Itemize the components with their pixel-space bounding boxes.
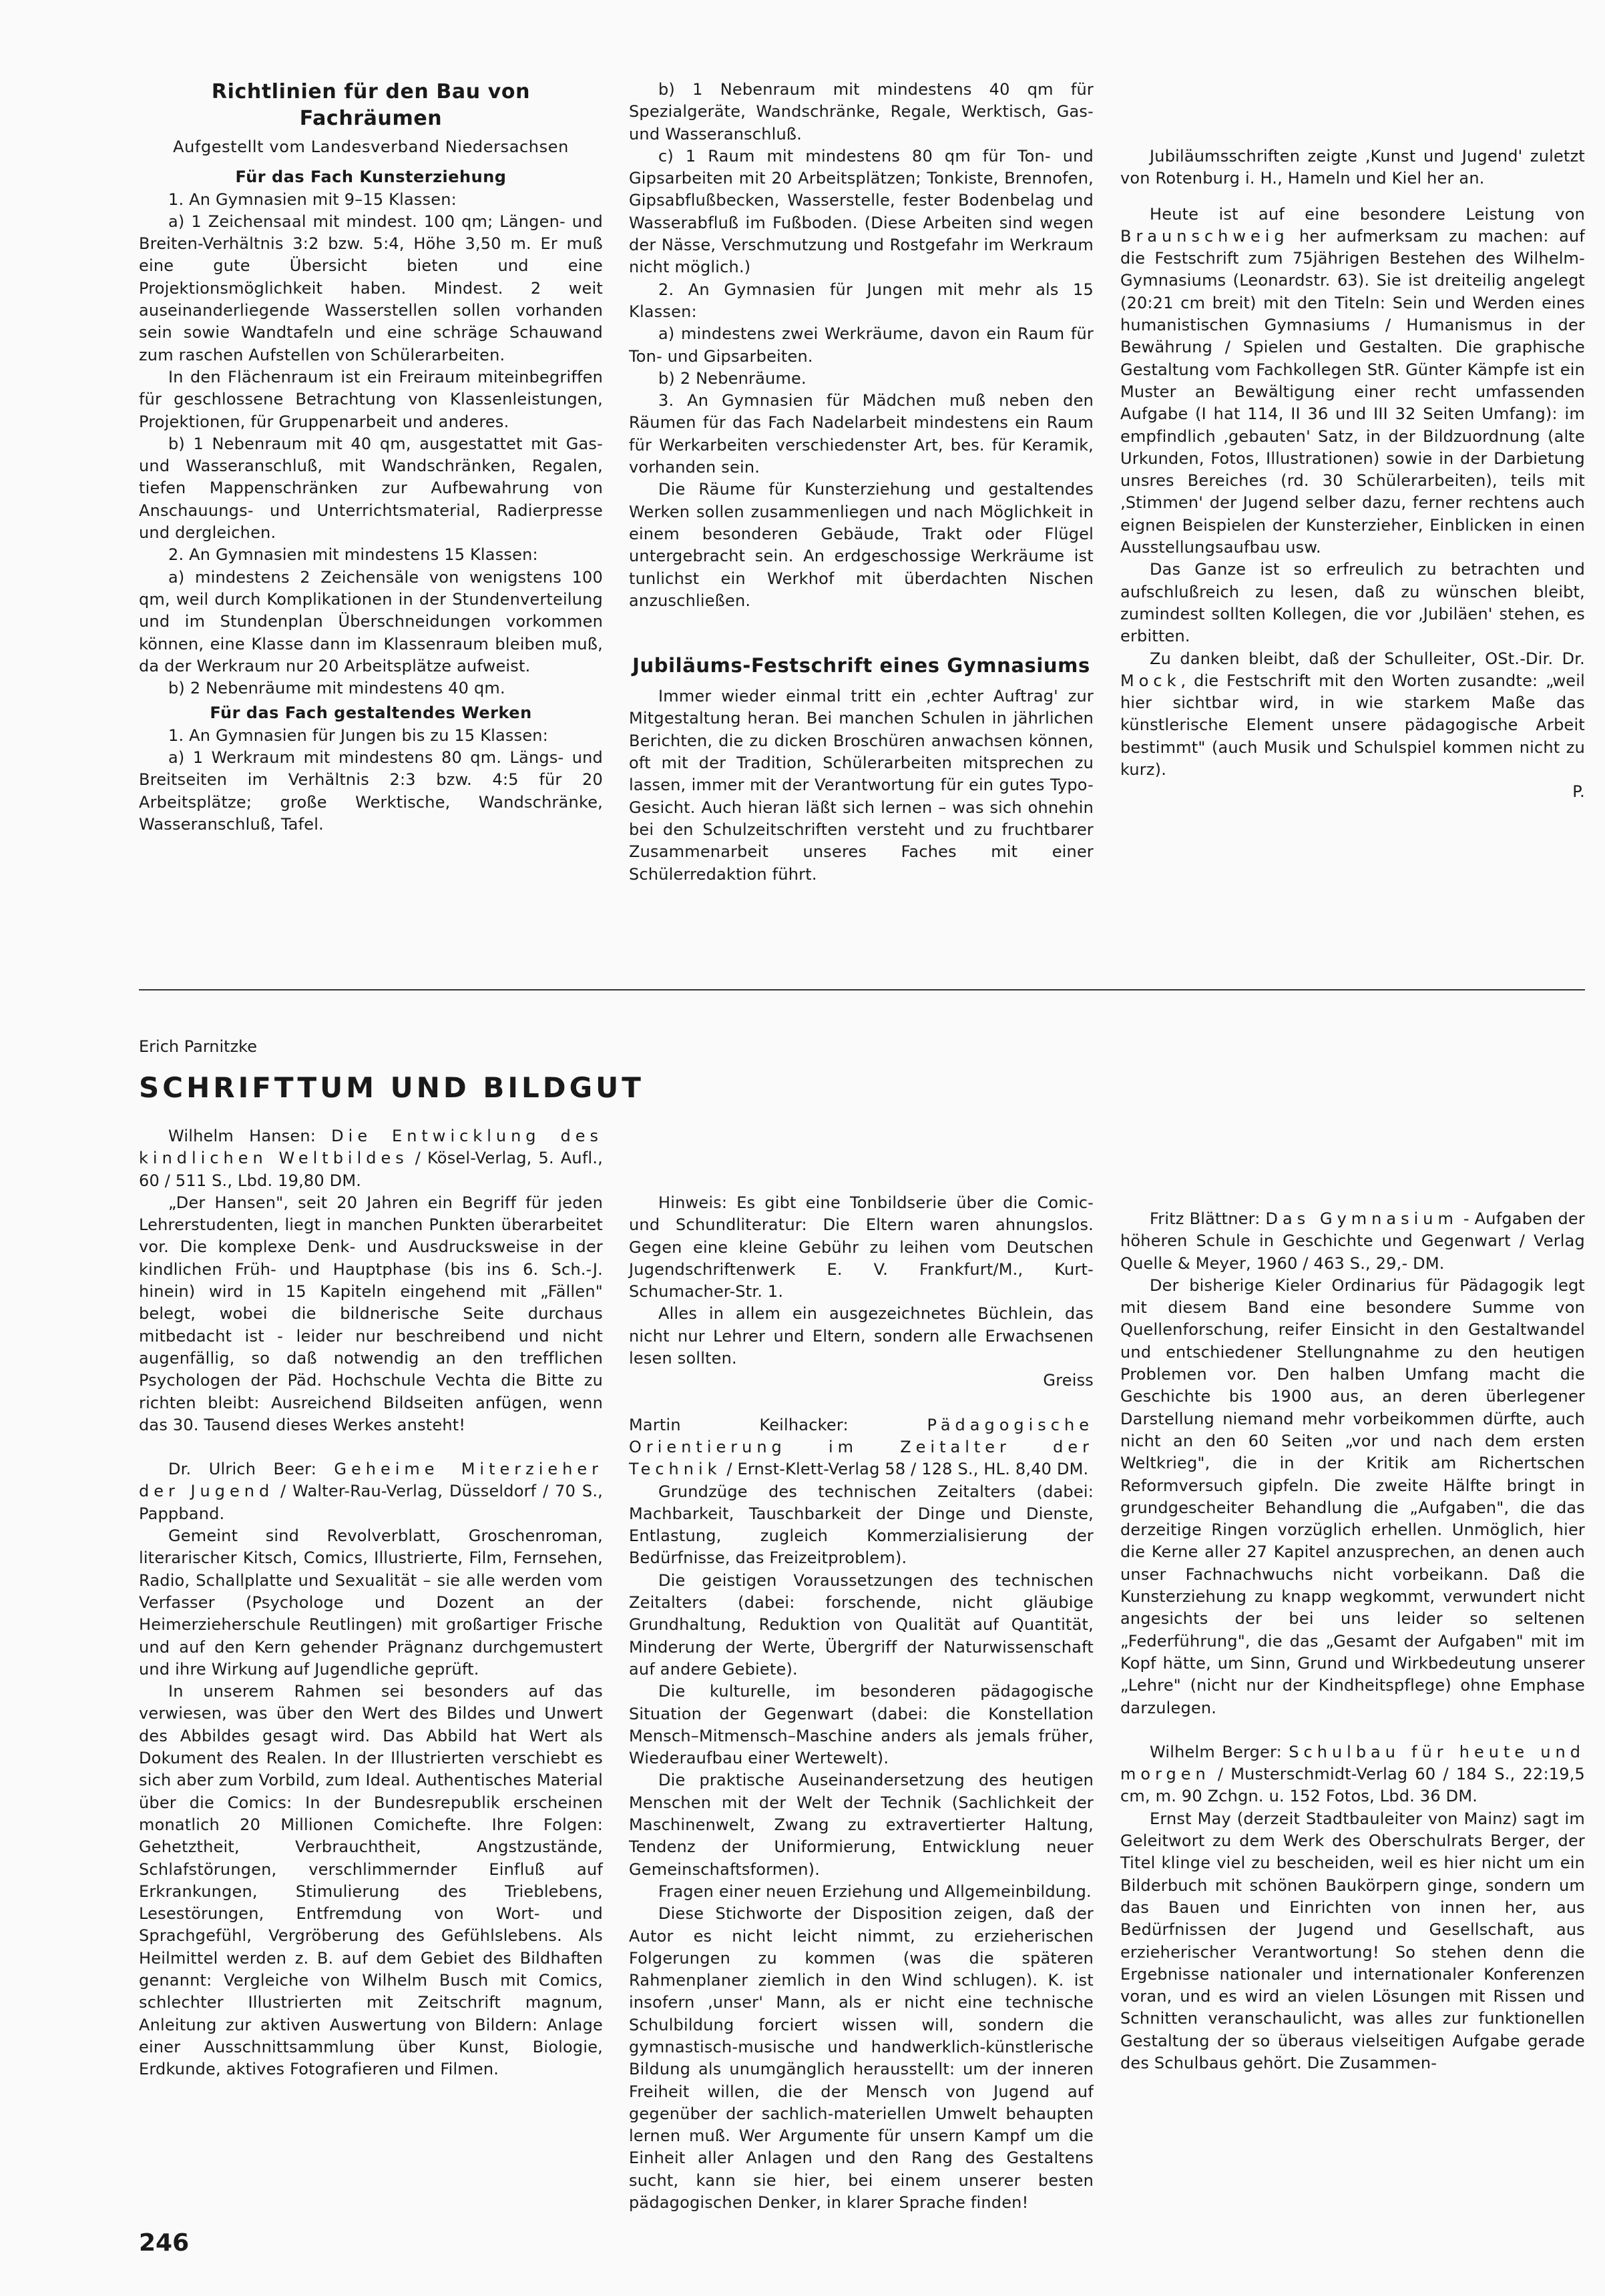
richtlinien-p1: 1. An Gymnasien mit 9–15 Klassen: <box>168 190 457 209</box>
festschrift-p3a: Heute ist auf eine besondere Leistung von <box>1150 204 1585 224</box>
top-column-3 <box>1120 79 1585 804</box>
page-number: 246 <box>139 2229 190 2257</box>
beer-p1: Gemeint sind Revolverblatt, Groschenroman, literarischer Kitsch, Comics, Illustrierte, Film, Fernsehen, Radio, Schallplatte und Sexualität – sie alle werden vom Verfasser (Psychologe und Dozent an der Heimerzieherschule Reutlingen) mit großartiger Frische und auf den Kern gehender Prägnanz durchgemustert und ihre Wirkung auf Jugendliche geprüft. <box>139 1526 603 1679</box>
berger-ref-c: / Musterschmidt-Verlag 60 / 184 S., 22:19,5 cm, m. 90 Zchgn. u. 152 Fotos, Lbd. 36 DM. <box>1120 1765 1585 1806</box>
top-column-2 <box>629 79 1094 886</box>
richtlinien-p4: b) 1 Nebenraum mit 40 qm, ausgestattet mit Gas- und Wasseranschluß, mit Wandschränken, Regalen, tiefen Mappenschränken zur Aufbewahrung von Anschauungs- und Unterrichtsmaterial, Radierpresse und dergleichen. <box>139 434 603 543</box>
braunschweig-spaced: Braunschweig <box>1120 226 1289 246</box>
keilhacker-ref-c: / Ernst-Klett-Verlag 58 / 128 S., HL. 8,40 DM. <box>726 1460 1089 1479</box>
richtlinien-p5: 2. An Gymnasien mit mindestens 15 Klassen: <box>168 545 538 565</box>
richtlinien-p14: b) 2 Nebenräume. <box>658 368 807 388</box>
blaettner-reference <box>1120 1208 1585 1275</box>
festschrift-p5c: , die Festschrift mit den Worten zusandte: „weil hier sichtbar wird, in wie starkem Maße das künstlerische Element unsere pädagogische Arbeit bestimmt" (auch Musik und Schulspiel kommen nicht zu kurz). <box>1120 671 1585 780</box>
richtlinien-p11: c) 1 Raum mit mindestens 80 qm für Ton- und Gipsarbeiten mit 20 Arbeitsplätzen; Tonkiste, Brennofen, Gipsabflußbecken, Wasserstelle, fester Bodenbelag und Wasserabfluß im Fußboden. (Diese Arbeiten sind wegen der Nässe, Verschmutzung und Rostgefahr im Werkraum nicht möglich.) <box>629 146 1094 277</box>
keilhacker-p1: Grundzüge des technischen Zeitalters (dabei: Machbarkeit, Tauschbarkeit der Dinge und Dienste, Entlastung, zugleich Kommerzialisierung der Bedürfnisse, das Freizeitproblem). <box>629 1482 1094 1568</box>
keilhacker-p2: Die geistigen Voraussetzungen des technischen Zeitalters (dabei: forschende, nicht gläubige Grundhaltung, Reduktion von Qualität auf Quantität, Minderung der Werte, Übergriff der Naturwissenschaft auf andere Gebiete). <box>629 1570 1094 1679</box>
blaettner-ref-a: Fritz Blättner: <box>1150 1209 1260 1228</box>
hansen-reference <box>139 1125 603 1192</box>
beer-ref-b: Geheime Miterzieher der Jugend <box>139 1460 603 1501</box>
bottom-column-3 <box>1120 1125 1585 2074</box>
keilhacker-reference <box>629 1414 1094 1481</box>
keilhacker-p4: Die praktische Auseinandersetzung des heutigen Menschen mit der Welt der Technik (Sachlichkeit der Maschinenwelt, Zwang zu extravertierter Haltung, Tendenz der Uniformierung, Entwicklung neuer Gemeinschaftsformen). <box>629 1771 1094 1879</box>
article-author: Erich Parnitzke <box>139 1037 257 1056</box>
beer-p2: In unserem Rahmen sei besonders auf das verwiesen, was über den Wert des Bildes und Unwert des Abbildes gesagt wird. Das Abbild hat Wert als Dokument des Realen. In der Illustrierten verschiebt es sich aber zum Vorbild, zum Ideal. Authentisches Material über die Comics: In der Bundesrepublik erscheinen monatlich 20 Millionen Comichefte. Ihre Folgen: Gehetztheit, Verbrauchtheit, Angstzustände, Schlafstörungen, verschlimmernder Einfluß auf Erkrankungen, Stimulierung des Trieblebens, Lesestörungen, Entfremdung von Wort- und Sprachgefühl, Vergröberung des Gefühlslebens. Als Heilmittel werden z. B. auf dem Gebiet des Bildhaften genannt: Vergleiche von Wilhelm Busch mit Comics, schlechter Illustrierten mit Zeitschrift magnum, Anleitung zur aktiven Auswertung von Bildern: Anlage einer Ausschnittsammlung über Kunst, Biologie, Erdkunde, aktives Fotografieren und Filmen. <box>139 1682 603 2079</box>
richtlinien-p12: 2. An Gymnasien für Jungen mit mehr als 15 Klassen: <box>629 280 1094 321</box>
blaettner-ref-c: - Aufgaben der höheren Schule in Geschichte und Gegenwart / Verlag Quelle & Meyer, 1960 / 463 S., 29,- DM. <box>1120 1209 1585 1273</box>
beer-signature: Greiss <box>1043 1371 1094 1390</box>
heading-werken: Für das Fach gestaltendes Werken <box>210 703 532 723</box>
richtlinien-p2: a) 1 Zeichensaal mit mindest. 100 qm; Längen- und Breiten-Verhältnis 3:2 bzw. 5:4, Höhe 3,50 m. Er muß eine gute Übersicht bieten und eine Projektionsmöglichkeit haben. Mindest. 2 weit auseinanderliegende Wasserstellen sollen vorhanden sein sowie Wandtafeln und eine schräge Schauwand zum raschen Aufstellen von Schülerarbeiten. <box>139 212 603 364</box>
richtlinien-p3: In den Flächenraum ist ein Freiraum miteinbegriffen für geschlossene Betrachtung von Klassenleistungen, Projektionen, für Gruppenarbeit und anderes. <box>139 367 603 431</box>
richtlinien-p15: 3. An Gymnasien für Mädchen muß neben den Räumen für das Fach Nadelarbeit mindestens ein Raum für Werkarbeiten verschiedenster Art, bes. für Keramik, vorhanden sein. <box>629 391 1094 477</box>
richtlinien-p9: a) 1 Werkraum mit mindestens 80 qm. Längs- und Breitseiten im Verhältnis 2:3 bzw. 4:5 für 20 Arbeitsplätze; große Werktische, Wandschränke, Wasseranschluß, Tafel. <box>139 748 603 834</box>
keilhacker-p5: Fragen einer neuen Erziehung und Allgemeinbildung. <box>658 1882 1092 1901</box>
berger-ref-b: Schulbau für heute und morgen <box>1120 1742 1585 1784</box>
beer-ref-a: Dr. Ulrich Beer: <box>168 1460 317 1479</box>
berger-reference <box>1120 1741 1585 1808</box>
beer-reference <box>139 1458 603 1525</box>
bottom-column-1 <box>139 1125 603 2080</box>
beer-p3: Hinweis: Es gibt eine Tonbildserie über die Comic- und Schundliteratur: Die Eltern waren ahnungslos. Gegen eine kleine Gebühr zu leihen vom Deutschen Jugendschriftenwerk E. V. Frankfurt/M., Kurt-Schumacher-Str. 1. <box>629 1193 1094 1302</box>
blaettner-ref-b: Das Gymnasium <box>1265 1209 1458 1228</box>
richtlinien-subtitle: Aufgestellt vom Landesverband Niedersachsen <box>173 137 569 156</box>
festschrift-title: Jubiläums-Festschrift eines Gymnasiums <box>632 654 1090 677</box>
festschrift-p5a: Zu danken bleibt, daß der Schulleiter, OSt.-Dir. Dr. <box>1150 649 1585 668</box>
hansen-ref-c: / Kösel-Verlag, 5. Aufl., 60 / 511 S., Lbd. 19,80 DM. <box>139 1149 603 1190</box>
beer-ref-c: / Walter-Rau-Verlag, Düsseldorf / 70 S., Pappband. <box>139 1482 603 1523</box>
richtlinien-title: Richtlinien für den Bau von Fachräumen <box>211 80 531 130</box>
berger-ref-a: Wilhelm Berger: <box>1150 1742 1282 1761</box>
beer-p4: Alles in allem ein ausgezeichnetes Büchlein, das nicht nur Lehrer und Eltern, sondern alle Erwachsenen lesen sollten. <box>629 1304 1094 1368</box>
festschrift-p2: Jubiläumsschriften zeigte ‚Kunst und Jugend' zuletzt von Rotenburg i. H., Hameln und Kiel her an. <box>1120 147 1585 188</box>
hansen-ref-a: Wilhelm Hansen: <box>168 1127 316 1145</box>
blaettner-p1: Der bisherige Kieler Ordinarius für Pädagogik legt mit diesem Band eine besondere Summe von Quellenforschung, reifer Einsicht in den Gestaltwandel und entschiedener Stellungnahme zu den heutigen Problemen vor. Den halben Umfang macht die Geschichte bis 1900 aus, an deren überlegener Darstellung niemand mehr vorbeikommen dürfte, auch nicht an den 60 Seiten „vor und nach dem ersten Weltkrieg", die in der Kritik am Richertschen Reformversuch gipfeln. Die zweite Hälfte bringt in grundgescheiter Behandlung die „Aufgaben", die das derzeitige Ringen vorzüglich erhellen. Unmöglich, hier die Kerne aller 27 Kapitel anzusprechen, an denen auch unser Fachnachwuchs nicht vorbeikann. Daß die Kunsterziehung zu knapp wegkommt, verwundert nicht angesichts der bei uns leider so seltenen „Federführung", die das „Gesamt der Aufgaben" mit im Kopf hätte, um Sinn, Grund und Wirkbedeutung unserer „Lehre" (nicht nur der Kindheitspflege) ohne Emphase darzulegen. <box>1120 1275 1585 1717</box>
richtlinien-p6: a) mindestens 2 Zeichensäle von wenigstens 100 qm, weil durch Komplikationen in der Stundenverteilung und im Stundenplan Überschneidungen vorkommen können, eine Klasse dann im Klassenraum bleiben muß, da der Werkraum nur 20 Arbeitsplätze aufweist. <box>139 567 603 675</box>
festschrift-signature: P. <box>1572 782 1585 802</box>
richtlinien-p8: 1. An Gymnasien für Jungen bis zu 15 Klassen: <box>168 726 548 745</box>
richtlinien-p16: Die Räume für Kunsterziehung und gestaltendes Werken sollen zusammenliegen und nach Möglichkeit in einem besonderen Gebäude, Trakt oder Flügel untergebracht sein. An erdgeschossige Werkräume ist tunlichst ein Werkhof mit überdachten Nischen anzuschließen. <box>629 480 1094 610</box>
festschrift-p3c: her aufmerksam zu machen: auf die Festschrift zum 75jährigen Bestehen des Wilhelm-Gymnasiums (Leonardstr. 63). Sie ist dreiteilig angelegt (20:21 cm breit) mit den Titeln: Sein und Werden eines humanistischen Gymnasiums / Humanismus in der Bewährung / Spielen und Gestalten. Die graphische Gestaltung vom Fachkollegen StR. Günter Kämpfe ist ein Muster an Bewältigung einer recht umfassenden Aufgabe (I hat 114, II 36 und III 32 Seiten Umfang): im empfindlich ‚gebauten' Satz, in der Bildzuordnung (alte Urkunden, Fotos, Illustrationen) sowie in der Darbietung unsres Bereiches (rd. 30 Schülerarbeiten), teils mit ‚Stimmen' der Jugend selber dazu, ferner rechtens auch eignen Beispielen der Kunsterzieher, Einblicken in einen Ausstellungsaufbau usw. <box>1120 226 1585 557</box>
section-divider <box>139 989 1585 990</box>
heading-kunsterziehung: Für das Fach Kunsterziehung <box>235 168 507 187</box>
festschrift-p1: Immer wieder einmal tritt ein ‚echter Auftrag' zur Mitgestaltung heran. Bei manchen Schulen in jährlichen Berichten, die zu dicken Broschüren anwachsen können, oft mit der Tradition, Schülerarbeiten mitsprechen zu lassen, immer mit der Verantwortung für ein gutes Typo-Gesicht. Auch hieran läßt sich lernen – was sich ohnehin bei den Schulzeitschriften versteht und zu fruchtbarer Zusammenarbeit unseres Faches mit einer Schülerredaktion führt. <box>629 687 1094 884</box>
mock-spaced: Mock <box>1120 671 1181 690</box>
keilhacker-p3: Die kulturelle, im besonderen pädagogische Situation der Gegenwart (dabei: die Konstellation Mensch–Mitmensch–Maschine anders als jemals früher, Wiederaufbau einer Wertewelt). <box>629 1682 1094 1768</box>
festschrift-p4: Das Ganze ist so erfreulich zu betrachten und aufschlußreich zu lesen, daß zu wünschen bleibt, zumindest sollten Kollegen, die vor ‚Jubiläen' stehen, es erbitten. <box>1120 560 1585 646</box>
keilhacker-ref-a: Martin Keilhacker: <box>629 1415 849 1434</box>
richtlinien-p7: b) 2 Nebenräume mit mindestens 40 qm. <box>168 679 505 698</box>
richtlinien-p13: a) mindestens zwei Werkräume, davon ein Raum für Ton- und Gipsarbeiten. <box>629 324 1094 366</box>
article-title: SCHRIFTTUM UND BILDGUT <box>139 1071 644 1104</box>
festschrift-p3 <box>1120 204 1585 559</box>
festschrift-p5 <box>1120 648 1585 782</box>
top-column-1 <box>139 79 603 836</box>
keilhacker-ref-b: Pädagogische Orientierung im Zeitalter der Technik <box>629 1415 1094 1479</box>
berger-p1: Ernst May (derzeit Stadtbauleiter von Mainz) sagt im Geleitwort zu dem Werk des Oberschulrats Berger, der Titel klinge viel zu bescheiden, weil es hier nicht um ein Bilderbuch mit schönen Baukörpern ginge, sondern um das Bauen und Einrichten von innen her, aus Bedürfnissen der Jugend und Gesellschaft, aus erzieherischer Verantwortung! So stehen denn die Ergebnisse nationaler und internationaler Konferenzen voran, und es wird an vielen Lösungen mit Rissen und Schnitten veranschaulicht, was alles zur funktionellen Gestaltung der so überaus vielseitigen Aufgabe gerade des Schulbaus gehört. Die Zusammen- <box>1120 1809 1585 2072</box>
hansen-ref-b: Die Entwicklung des kindlichen Weltbildes <box>139 1127 603 1168</box>
hansen-p1: „Der Hansen", seit 20 Jahren ein Begriff für jeden Lehrerstudenten, liegt in manchen Punkten überarbeitet vor. Die komplexe Denk- und Ausdrucksweise in der kindlichen Früh- und Hauptphase (bis ins 6. Sch.-J. hinein) wird in 15 Kapiteln eingehend mit „Fällen" belegt, wobei die bildnerische Seite durchaus mitbedacht ist - leider nur beschreibend und nicht augenfällig, so daß notwendig an den trefflichen Psychologen der Päd. Hochschule Vechta die Bitte zu richten bleibt: Ausreichend Bildseiten anfügen, wenn das 30. Tausend dieses Werkes ansteht! <box>139 1193 603 1434</box>
bottom-column-2 <box>629 1125 1094 2214</box>
keilhacker-p6: Diese Stichworte der Disposition zeigen, daß der Autor es nicht leicht nimmt, zu erzieherischen Folgerungen zu kommen (was die späteren Rahmenplaner ziemlich in den Wind schlugen). K. ist insofern ‚unser' Mann, als er nicht eine technische Schulbildung forciert wissen will, sondern die gymnastisch-musische und handwerklich-künstlerische Bildung als unumgänglich herausstellt: um der inneren Freiheit willen, die der Mensch von Jugend auf gegenüber der sachlich-materiellen Umwelt behaupten lernen muß. Wer Argumente für unsern Kampf um die Einheit aller Anlagen und den Rang des Gestaltens sucht, kann sie hier, bei einem unserer besten pädagogischen Denker, in klarer Sprache finden! <box>629 1904 1094 2213</box>
richtlinien-p10: b) 1 Nebenraum mit mindestens 40 qm für Spezialgeräte, Wandschränke, Regale, Werktisch, Gas- und Wasseranschluß. <box>629 80 1094 144</box>
